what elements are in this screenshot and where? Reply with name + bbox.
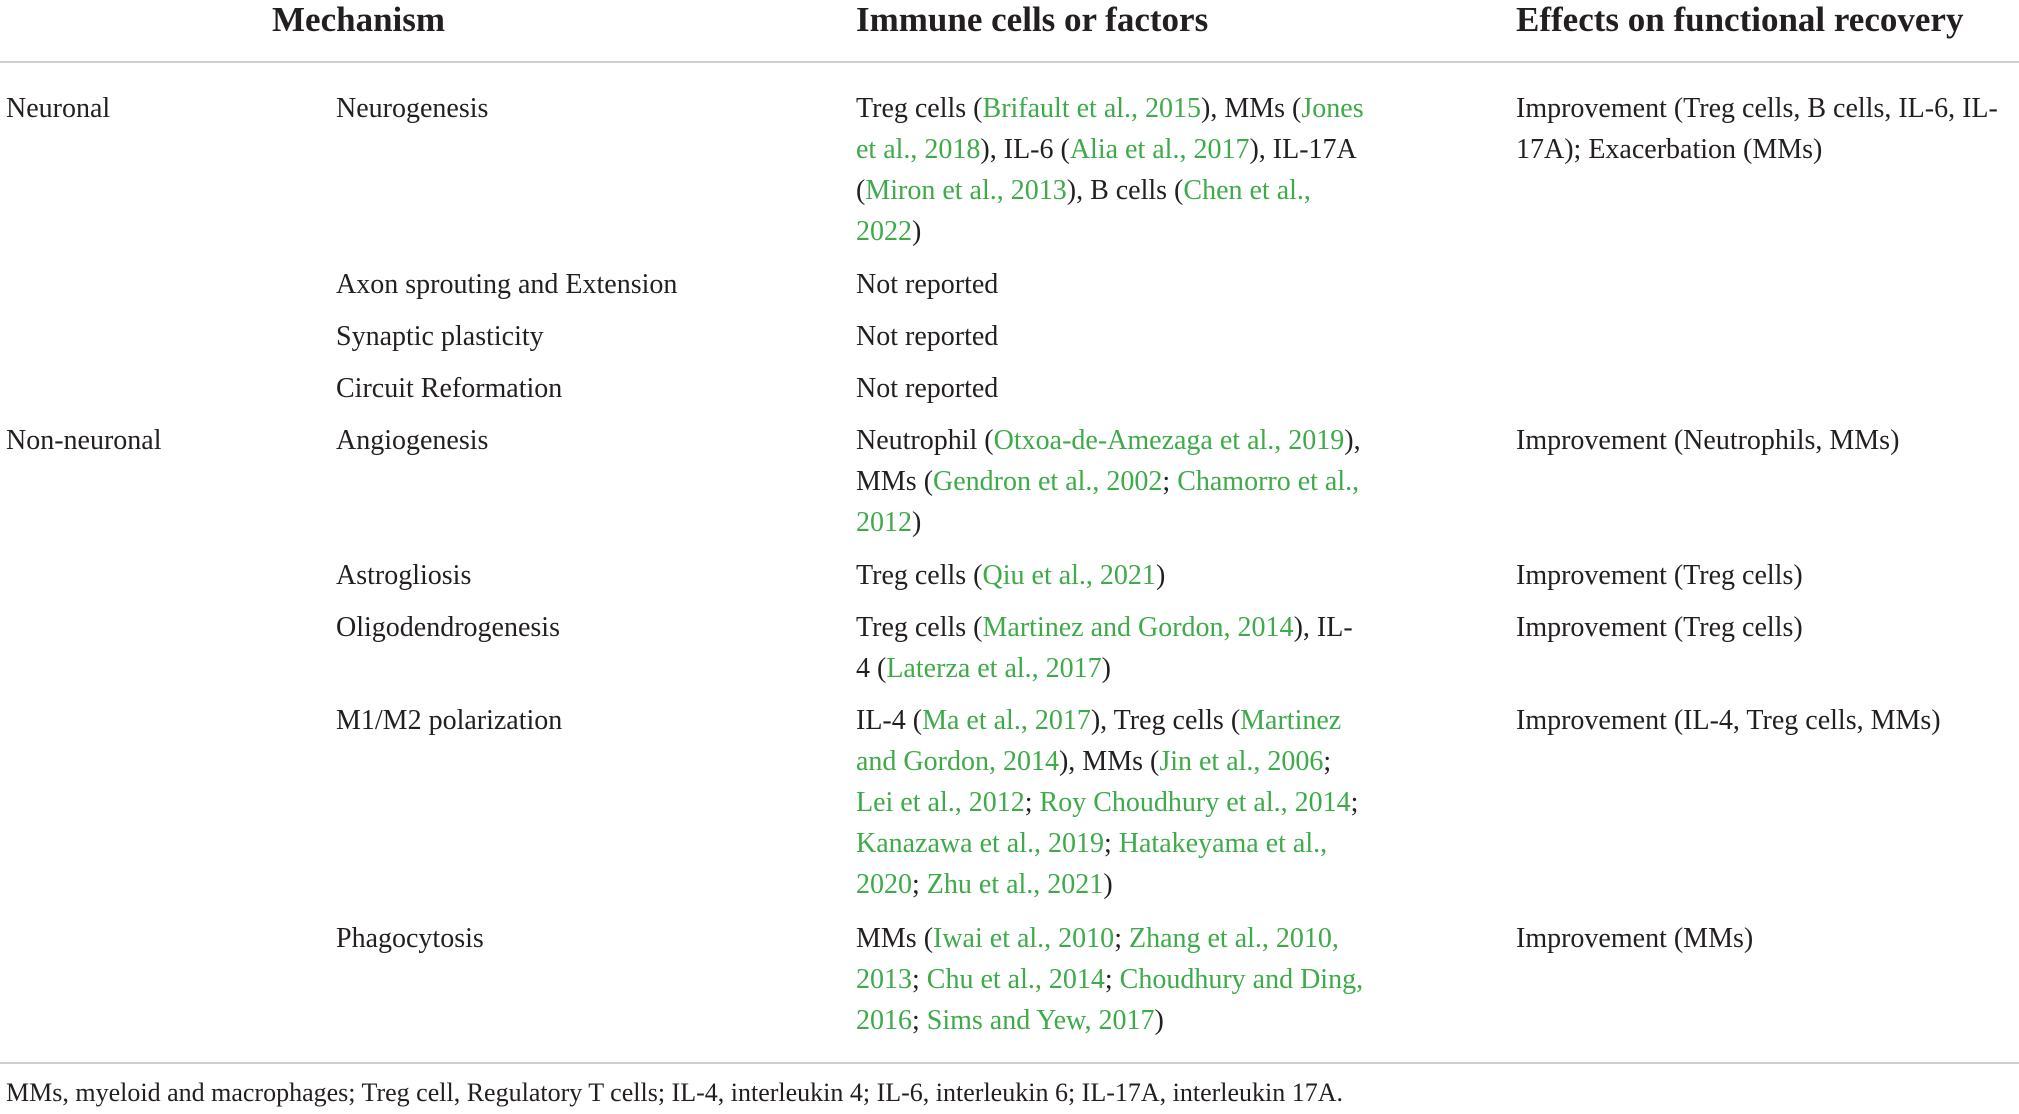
immune-text: ; <box>1104 964 1120 995</box>
immune-cell <box>856 264 1366 305</box>
citation-link[interactable]: Otxoa-de-Amezaga et al., 2019 <box>993 425 1345 456</box>
table-footnote: MMs, myeloid and macrophages; Treg cell, Regulatory T cells; IL-4, interleukin 4; IL-6, interleukin 6; IL-17A, interleukin 17A. <box>6 1078 1344 1107</box>
immune-text: ; <box>1323 746 1332 777</box>
mechanism-cell: Oligodendrogenesis <box>336 612 560 643</box>
immune-text: ; <box>912 869 927 900</box>
effects-cell: Improvement (MMs) <box>1516 923 1754 954</box>
immune-text: ), B cells ( <box>1066 175 1184 206</box>
citation-link[interactable]: Chamorro et al., 2012 <box>856 466 1360 538</box>
citation-link[interactable]: Iwai et al., 2010 <box>933 923 1115 954</box>
effects-cell: Improvement (Neutrophils, MMs) <box>1516 425 1900 456</box>
immune-text: ) <box>912 216 922 247</box>
citation-link[interactable]: Chen et al., 2022 <box>856 175 1311 247</box>
citation-link[interactable]: Sims and Yew, 2017 <box>926 1005 1155 1036</box>
citation-link[interactable]: Jin et al., 2006 <box>1159 746 1324 777</box>
citation-link[interactable]: Martinez and Gordon, 2014 <box>856 705 1342 777</box>
immune-text: Not reported <box>856 269 999 300</box>
immune-text: ), IL-4 ( <box>856 612 1353 684</box>
citation-link[interactable]: Roy Choudhury et al., 2014 <box>1039 787 1351 818</box>
citation-link[interactable]: Alia et al., 2017 <box>1069 134 1250 165</box>
citation-link[interactable]: Zhu et al., 2021 <box>926 869 1104 900</box>
mechanism-cell: Phagocytosis <box>336 923 484 954</box>
mechanism-cell: Circuit Reformation <box>336 373 563 404</box>
immune-text: Treg cells ( <box>856 612 983 643</box>
header-mechanism: Mechanism <box>272 0 446 39</box>
mechanism-cell: Angiogenesis <box>336 425 489 456</box>
immune-cell <box>856 316 1366 357</box>
immune-text: Neutrophil ( <box>856 425 994 456</box>
citation-link[interactable]: Ma et al., 2017 <box>922 705 1091 736</box>
citation-link[interactable]: Miron et al., 2013 <box>865 175 1067 206</box>
immune-text: ), MMs ( <box>1201 93 1302 124</box>
immune-text: ) <box>1154 1005 1164 1036</box>
immune-text: ; <box>912 1005 927 1036</box>
citation-link[interactable]: Zhang et al., 2010, 2013 <box>856 923 1339 995</box>
immune-cell <box>856 555 1366 596</box>
immune-cell <box>856 700 1366 905</box>
immune-text: ), IL-17A ( <box>856 134 1356 206</box>
immune-cell <box>856 368 1366 409</box>
citation-link[interactable]: Kanazawa et al., 2019 <box>856 828 1104 859</box>
immune-text: ) <box>912 507 922 538</box>
immune-cell <box>856 420 1366 543</box>
citation-link[interactable]: Jones et al., 2018 <box>856 93 1364 165</box>
table-bottom-divider <box>0 1062 2019 1064</box>
immune-text: MMs ( <box>856 923 934 954</box>
immune-text: ), MMs ( <box>856 425 1361 497</box>
immune-cell <box>856 88 1366 252</box>
immune-text: ), Treg cells ( <box>1090 705 1241 736</box>
immune-text: ; <box>1114 923 1129 954</box>
effects-cell: Improvement (IL-4, Treg cells, MMs) <box>1516 705 1941 736</box>
citation-link[interactable]: Qiu et al., 2021 <box>982 560 1156 591</box>
header-effects: Effects on functional recovery <box>1516 0 1964 39</box>
group-label: Neuronal <box>6 93 111 124</box>
citation-link[interactable]: Brifault et al., 2015 <box>982 93 1202 124</box>
citation-link[interactable]: Gendron et al., 2002 <box>933 466 1163 497</box>
immune-text: ; <box>912 964 927 995</box>
citation-link[interactable]: Martinez and Gordon, 2014 <box>982 612 1294 643</box>
citation-link[interactable]: Chu et al., 2014 <box>926 964 1105 995</box>
mechanism-cell: M1/M2 polarization <box>336 705 563 736</box>
header-immune-cells: Immune cells or factors <box>856 0 1209 39</box>
citation-link[interactable]: Choudhury and Ding, 2016 <box>856 964 1364 1036</box>
immune-text: ; <box>1350 787 1359 818</box>
effects-cell: Improvement (Treg cells) <box>1516 612 1803 643</box>
effects-cell: Improvement (Treg cells) <box>1516 560 1803 591</box>
immune-text: ; <box>1162 466 1178 497</box>
effects-cell: Improvement (Treg cells, B cells, IL-6, IL-17A); Exacerbation (MMs) <box>1516 93 1998 165</box>
mechanism-cell: Astrogliosis <box>336 560 472 591</box>
mechanism-cell: Synaptic plasticity <box>336 321 544 352</box>
header-divider <box>0 61 2019 63</box>
citation-link[interactable]: Lei et al., 2012 <box>856 787 1025 818</box>
immune-text: ; <box>1024 787 1040 818</box>
immune-text: ; <box>1104 828 1119 859</box>
mechanism-cell: Neurogenesis <box>336 93 489 124</box>
immune-text: ) <box>1103 869 1113 900</box>
immune-cell <box>856 918 1366 1041</box>
immune-text: ) <box>1155 560 1166 591</box>
immune-text: IL-4 ( <box>856 705 923 736</box>
mechanism-cell: Axon sprouting and Extension <box>336 269 678 300</box>
immune-text: Treg cells ( <box>856 560 983 591</box>
immune-text: ) <box>1101 653 1111 684</box>
citation-link[interactable]: Hatakeyama et al., 2020 <box>856 828 1328 900</box>
immune-cell <box>856 607 1366 689</box>
citation-link[interactable]: Laterza et al., 2017 <box>886 653 1102 684</box>
immune-text: ), MMs ( <box>1058 746 1160 777</box>
immune-text: ), IL-6 ( <box>980 134 1070 165</box>
immune-text: Not reported <box>856 321 999 352</box>
immune-text: Treg cells ( <box>856 93 983 124</box>
immune-text: Not reported <box>856 373 999 404</box>
group-label: Non-neuronal <box>6 425 162 456</box>
